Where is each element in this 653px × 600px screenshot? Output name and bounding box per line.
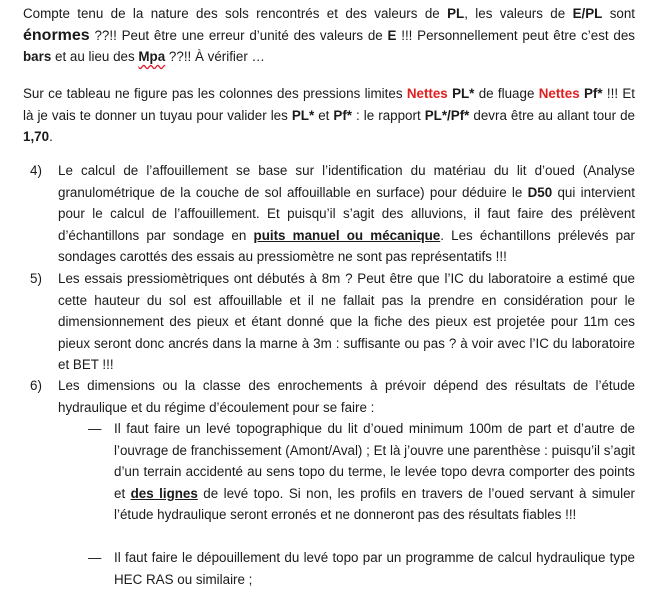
- term-value: 1,70: [23, 129, 50, 144]
- term-des-lignes: des lignes: [130, 485, 198, 501]
- term-enormes: énormes: [23, 26, 90, 44]
- term-mpa: Mpa: [138, 49, 166, 64]
- dash-marker: —: [88, 550, 102, 565]
- dash-item-text: [114, 418, 635, 526]
- text: . Les échantillons prélevés par sondages carottés des essais au pressiomètre ne sont pas représentatifs !!!: [58, 227, 635, 264]
- term-bars: bars: [23, 49, 52, 64]
- dash-item-text: Il faut faire le dépouillement du levé topo par un programme de calcul hydraulique type HEC RAS ou similaire ;: [114, 550, 635, 587]
- dash-marker: —: [88, 421, 102, 436]
- term-nettes: Nettes: [406, 86, 448, 101]
- list-number: 5): [30, 271, 42, 286]
- list-item-5: [30, 268, 635, 376]
- list-item-4: [30, 160, 635, 268]
- term-pf-star: Pf*: [579, 86, 603, 101]
- list-item-text: Les dimensions ou la classe des enrochements à prévoir dépend des résultats de l’étude hydraulique et du régime d’écoulement pour se faire :: [58, 378, 635, 415]
- term-puits: puits manuel ou mécanique: [253, 227, 441, 243]
- text: Il faut faire un levé topographique du lit d’oued minimum 100m de part et d’autre de l’ouvrage de franchissement (Amont/Aval) ; Et là j’ouvre une parenthèse : puisqu’il s’agit d’un terrain accidenté au sens topo du terme, le levée topo devra comporter des points et: [114, 421, 635, 501]
- text: de fluage: [474, 86, 539, 101]
- term-e: E: [387, 27, 397, 43]
- text: , les valeurs de: [464, 6, 573, 21]
- term-pf-star: Pf*: [333, 107, 353, 123]
- list-item-text: Les essais pressiomètriques ont débutés à 8m ? Peut être que l’IC du laboratoire a estimé que cette hauteur du sol est affouillable et il ne fallait pas la prendre en considération pour le dimensionnement des pieux et étant donné que la fiche des pieux est projetée pour 11m ces pieux seront donc ancrés dans la marne à 3m : suffisante ou pas ? à voir avec l’IC du laboratoire et BET !!!: [58, 271, 635, 372]
- text: devra être au allant tour de: [469, 107, 636, 123]
- term-e-pl: E/PL: [572, 6, 603, 21]
- paragraph-pressions-nettes: [23, 83, 635, 148]
- term-pl: PL: [447, 6, 465, 21]
- list-number: 6): [30, 378, 42, 393]
- dash-item-2: [88, 547, 635, 590]
- text: qui intervient pour le calcul de l’affouillement. Et puisqu’il s’agit des alluvions, il faut faire des prélèvent d’échantillons par sondage en: [58, 184, 635, 243]
- text: Compte tenu de la nature des sols rencontrés et des valeurs de: [23, 6, 448, 21]
- text: !!! Personnellement peut être c’est des: [396, 27, 635, 43]
- text: et au lieu des: [51, 49, 139, 64]
- text: ??!! À vérifier …: [165, 49, 265, 64]
- text: ??!! Peut être une erreur d’unité des valeurs de: [89, 27, 388, 43]
- list-number: 4): [30, 163, 42, 178]
- term-d50: D50: [527, 184, 553, 200]
- text: .: [49, 129, 53, 144]
- term-pl-star: PL*: [291, 107, 315, 123]
- text: Sur ce tableau ne figure pas les colonnes des pressions limites: [23, 86, 407, 101]
- list-item-6: [30, 375, 635, 418]
- term-ratio: PL*/Pf*: [424, 107, 470, 123]
- text: Le calcul de l’affouillement se base sur l’identification du matériau du lit d’oued (Analyse granulométrique de la couche de sol affouillable en surface) pour déduire le: [58, 163, 635, 200]
- term-nettes: Nettes: [538, 86, 580, 101]
- paragraph-pl-values: [23, 3, 635, 68]
- dash-item-1: [88, 418, 635, 526]
- list-item-text: [58, 160, 635, 268]
- term-pl-star: PL*: [447, 86, 475, 101]
- text: sont: [602, 6, 636, 21]
- text: de levé topo. Si non, les profils en travers de l’oued servant à simuler l’étude hydraulique seront erronés et ne donneront pas des résultats fiables !!!: [114, 485, 635, 522]
- text: !!! Et là je vais te donner un tuyau pour valider les: [23, 86, 636, 123]
- text: et: [314, 107, 334, 123]
- text: : le rapport: [352, 107, 425, 123]
